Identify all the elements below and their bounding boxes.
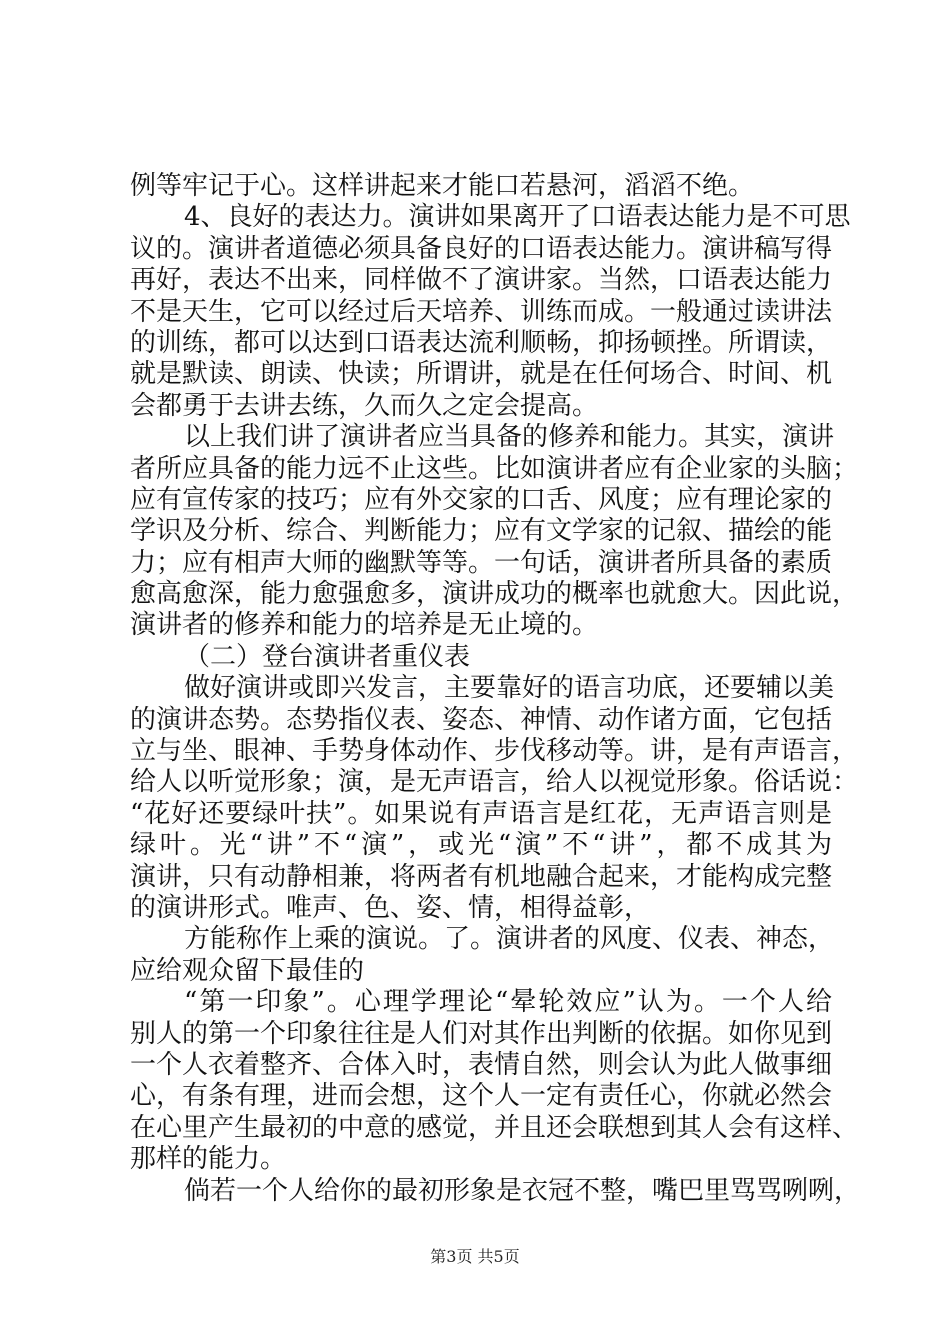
text-line: 那样的能力。 bbox=[130, 1144, 287, 1175]
text-line: “第一印象”。心理学理论“晕轮效应”认为。一个人给 bbox=[184, 987, 832, 1018]
text-line: 以上我们讲了演讲者应当具备的修养和能力。其实，演讲 bbox=[184, 422, 835, 453]
text-line: “花好还要绿叶扶”。如果说有声语言是红花，无声语言则是 bbox=[130, 798, 832, 829]
text-line: 演讲，只有动静相兼，将两者有机地融合起来，才能构成完整 bbox=[130, 861, 833, 892]
text-line: 做好演讲或即兴发言，主要靠好的语言功底，还要辅以美 bbox=[184, 673, 835, 704]
text-line: 不是天生，它可以经过后天培养、训练而成。一般通过读讲法 bbox=[130, 296, 833, 327]
text-line: 的演讲态势。态势指仪表、姿态、神情、动作诸方面，它包括 bbox=[130, 704, 833, 735]
document-body bbox=[130, 171, 861, 1207]
text-line: 例等牢记于心。这样讲起来才能口若悬河，滔滔不绝。 bbox=[130, 171, 755, 201]
text-line: 愈高愈深，能力愈强愈多，演讲成功的概率也就愈大。因此说， bbox=[130, 579, 859, 610]
text-line: 的训练，都可以达到口语表达流利顺畅，抑扬顿挫。所谓读， bbox=[130, 327, 833, 358]
text-line: 议的。演讲者道德必须具备良好的口语表达能力。演讲稿写得 bbox=[130, 233, 833, 264]
text-line: 力；应有相声大师的幽默等等。一句话，演讲者所具备的素质 bbox=[130, 547, 833, 578]
text-line: 心，有条有理，进而会想，这个人一定有责任心，你就必然会 bbox=[130, 1081, 833, 1112]
text-line: 在心里产生最初的中意的感觉，并且还会联想到其人会有这样、 bbox=[130, 1112, 859, 1143]
text-line: 学识及分析、综合、判断能力；应有文学家的记叙、描绘的能 bbox=[130, 516, 833, 547]
text-line: 演讲者的修养和能力的培养是无止境的。 bbox=[130, 610, 599, 641]
text-line: 倘若一个人给你的最初形象是衣冠不整，嘴巴里骂骂咧咧， bbox=[184, 1175, 861, 1206]
text-line: 就是默读、朗读、快读；所谓讲，就是在任何场合、时间、机 bbox=[130, 359, 833, 390]
text-line: 立与坐、眼神、手势身体动作、步伐移动等。讲，是有声语言， bbox=[130, 736, 859, 767]
text-line: 别人的第一个印象往往是人们对其作出判断的依据。如你见到 bbox=[130, 1018, 833, 1049]
text-line: 应有宣传家的技巧；应有外交家的口舌、风度；应有理论家的 bbox=[130, 484, 833, 515]
text-line: 再好，表达不出来，同样做不了演讲家。当然，口语表达能力 bbox=[130, 265, 833, 296]
text-line: 给人以听觉形象；演，是无声语言，给人以视觉形象。俗话说： bbox=[130, 767, 859, 798]
text-line: （二）登台演讲者重仪表 bbox=[184, 641, 471, 672]
text-line: 绿叶。光“讲”不“演”，或光“演”不“讲”，都不成其为 bbox=[130, 830, 832, 861]
text-line: 会都勇于去讲去练，久而久之定会提高。 bbox=[130, 390, 599, 421]
text-line: 一个人衣着整齐、合体入时，表情自然，则会认为此人做事细 bbox=[130, 1049, 833, 1080]
text-line: 者所应具备的能力远不止这些。比如演讲者应有企业家的头脑； bbox=[130, 453, 859, 484]
text-line: 方能称作上乘的演说。了。演讲者的风度、仪表、神态， bbox=[184, 924, 835, 955]
text-line: 4、良好的表达力。演讲如果离开了口语表达能力是不可思 bbox=[184, 202, 851, 233]
text-line: 的演讲形式。唯声、色、姿、情，相得益彰， bbox=[130, 892, 651, 923]
text-line: 应给观众留下最佳的 bbox=[130, 955, 365, 986]
page-footer: 第3页 共5页 bbox=[430, 1247, 520, 1266]
